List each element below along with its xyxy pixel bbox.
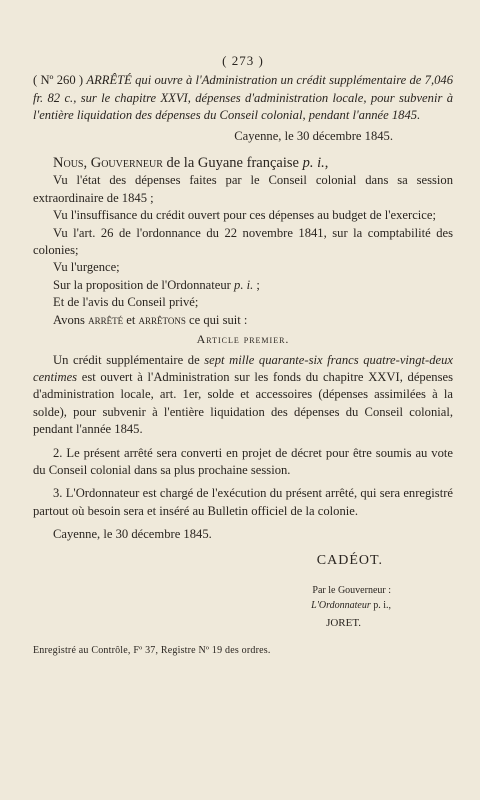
preamble xyxy=(53,155,453,172)
considerant-2: Vu l'insuffisance du crédit ouvert pour ces dépenses au budget de l'exercice; xyxy=(53,208,436,223)
considerant-3: Vu l'art. 26 de l'ordonnance du 22 novembre 1841, sur la comptabilité des colonies; xyxy=(33,225,453,258)
considerant-4: Vu l'urgence; xyxy=(53,260,120,275)
preamble-pi: p. i. xyxy=(302,155,325,172)
ordonnateur-pi: p. i., xyxy=(373,599,391,611)
article-title: Article premier. xyxy=(196,332,290,347)
proposition-end: ; xyxy=(256,277,260,292)
avons-suit: ce qui suit : xyxy=(189,312,248,327)
decree-summary: qui ouvre à l'Administration un crédit supplémentaire de 7,046 fr. 82 c., sur le chapitre XXVI, dépenses d'administration locale, pour subvenir à l'entière liquidation des dépenses du Conseil colonial, pendant l'année 1845. xyxy=(33,73,454,123)
avis: Et de l'avis du Conseil privé; xyxy=(53,295,199,310)
avons-a: Avons xyxy=(53,312,85,327)
proposition-pi: p. i. xyxy=(234,277,254,292)
article-2: 2. Le présent arrêté sera converti en projet de décret pour être soumis au vote du Conseil colonial dans sa plus prochaine session. xyxy=(33,445,453,477)
avons-arretons: arrêtons xyxy=(138,312,186,327)
avons-arrete: arrêté xyxy=(88,312,124,327)
closing-date: Cayenne, le 30 décembre 1845. xyxy=(53,527,212,542)
decree-heading xyxy=(33,72,453,124)
signature-ordonnateur: JORET. xyxy=(326,616,361,629)
article-3: 3. L'Ordonnateur est chargé de l'exécution du présent arrêté, qui sera enregistré partout où besoin sera et inséré au Bulletin officiel de la colonie. xyxy=(33,486,453,518)
article-1-b: est ouvert à l'Administration sur les fonds du chapitre XXVI, dépenses d'administration locale, art. 1er, solde et accessoires (dépenses assimilées à la solde), pour subvenir à l'entière liquidation des dépenses du Conseil colonial, pendant l'année 1845. xyxy=(33,369,453,437)
arrete-word: ARRÊTÉ xyxy=(86,73,132,88)
avons-line xyxy=(33,312,453,329)
signature-governor: CADÉOT. xyxy=(316,552,383,568)
preamble-nous: Nous, Gouverneur xyxy=(53,155,163,172)
ordonnateur-title: L'Ordonnateur xyxy=(311,599,371,611)
page-content xyxy=(33,52,453,660)
considerant-1: Vu l'état des dépenses faites par le Conseil colonial dans sa session extraordinaire de 1845 ; xyxy=(33,173,453,205)
article-1-amount: sept mille quarante-six francs quatre-vingt-deux centimes xyxy=(33,352,453,384)
par-le-gouverneur: Par le Gouverneur : xyxy=(312,584,391,596)
ordonnateur-line xyxy=(33,598,391,613)
avons-et: et xyxy=(126,312,136,327)
registration-note: Enregistré au Contrôle, Fº 37, Registre Nº 19 des ordres. xyxy=(33,645,271,657)
proposition xyxy=(33,277,453,294)
dateline: Cayenne, le 30 décembre 1845. xyxy=(234,128,393,143)
proposition-text: Sur la proposition de l'Ordonnateur xyxy=(53,277,231,292)
preamble-rest: de la Guyane française xyxy=(166,155,299,172)
preamble-end: , xyxy=(324,155,329,172)
countersign-block xyxy=(33,583,453,613)
article-1-a: Un crédit supplémentaire de xyxy=(53,352,200,367)
article-1 xyxy=(33,352,453,439)
page-number: ( 273 ) xyxy=(222,53,264,68)
decree-reference: ( Nº 260 ) xyxy=(33,73,84,88)
